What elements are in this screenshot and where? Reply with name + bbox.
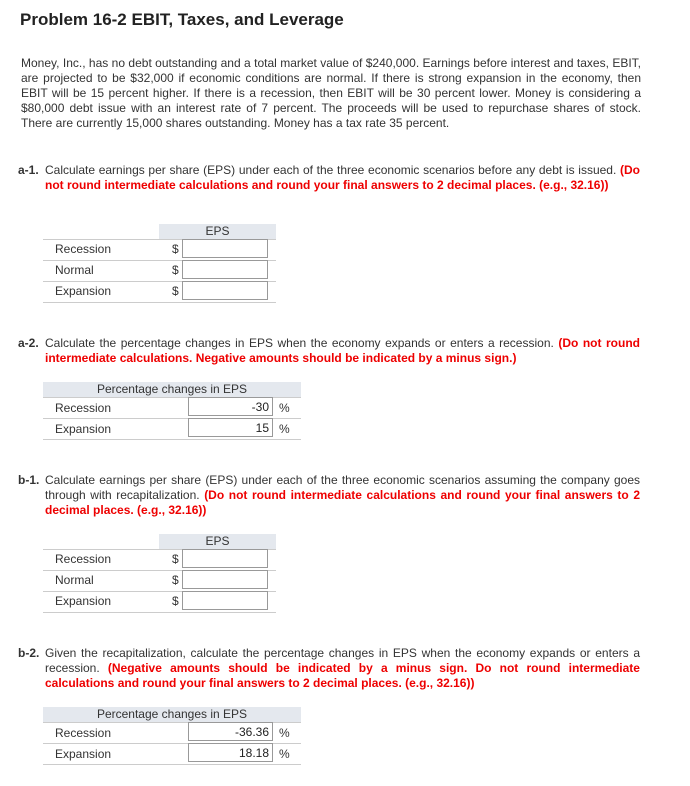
row-label-recession: Recession — [55, 552, 112, 566]
divider — [43, 764, 301, 765]
question-text: Calculate earnings per share (EPS) under each of the three economic scenarios assuming the company goes through with recapitalization. — [45, 473, 640, 502]
problem-statement: Money, Inc., has no debt outstanding and a total market value of $240,000. Earnings before interest and taxes, EBIT, are projected to be $32,000 if economic conditions are normal. If there is strong expansion in the economy, then EBIT will be 15 percent higher. If there is a recession, then EBIT will be 30 percent lower. Money is considering a $80,000 debt issue with an interest rate of 7 percent. The proceeds will be used to repurchase shares of stock. There are currently 15,000 shares outstanding. Money has a tax rate 35 percent. — [21, 56, 641, 130]
question-instructions: (Do not round intermediate calculations and round your final answers to 2 decimal places. (e.g., 32.16)) — [45, 163, 640, 192]
question-text: Calculate earnings per share (EPS) under each of the three economic scenarios before any debt is issued. — [45, 163, 617, 177]
question-b2 — [18, 646, 640, 691]
eps-recap-normal-input[interactable] — [182, 570, 268, 589]
eps-normal-input[interactable] — [182, 260, 268, 279]
pct-change-header: Percentage changes in EPS — [43, 707, 301, 722]
row-label-expansion: Expansion — [55, 422, 112, 436]
currency-symbol: $ — [172, 594, 179, 608]
eps-recap-expansion-input[interactable] — [182, 591, 268, 610]
eps-expansion-input[interactable] — [182, 281, 268, 300]
currency-symbol: $ — [172, 284, 179, 298]
question-b1 — [18, 473, 640, 518]
row-label-normal: Normal — [55, 573, 94, 587]
row-label-expansion: Expansion — [55, 594, 112, 608]
pct-recession-input[interactable] — [188, 397, 273, 416]
row-label-recession: Recession — [55, 242, 112, 256]
currency-symbol: $ — [172, 552, 179, 566]
pct-expansion-input[interactable] — [188, 418, 273, 437]
question-instructions: (Negative amounts should be indicated by a minus sign. Do not round intermediate calculations and round your final answers to 2 decimal places. (e.g., 32.16)) — [45, 661, 640, 690]
currency-symbol: $ — [172, 263, 179, 277]
page-title: Problem 16-2 EBIT, Taxes, and Leverage — [20, 10, 344, 29]
question-text: Given the recapitalization, calculate the percentage changes in EPS when the economy expands or enters a recession. — [45, 646, 640, 675]
eps-header: EPS — [159, 534, 276, 549]
question-number: a-2. — [18, 336, 39, 350]
question-number: b-1. — [18, 473, 40, 487]
percent-sign: % — [279, 401, 290, 415]
question-text: Calculate the percentage changes in EPS when the economy expands or enters a recession. — [45, 336, 554, 350]
divider — [43, 439, 301, 440]
divider — [43, 612, 276, 613]
currency-symbol: $ — [172, 242, 179, 256]
percent-sign: % — [279, 747, 290, 761]
pct-change-header: Percentage changes in EPS — [43, 382, 301, 397]
row-label-recession: Recession — [55, 401, 112, 415]
eps-recap-recession-input[interactable] — [182, 549, 268, 568]
question-a2 — [18, 336, 640, 366]
pct-recap-expansion-input[interactable] — [188, 743, 273, 762]
row-label-expansion: Expansion — [55, 284, 112, 298]
question-instructions: (Do not round intermediate calculations. Negative amounts should be indicated by a minus sign.) — [45, 336, 641, 365]
eps-recession-input[interactable] — [182, 239, 268, 258]
percent-sign: % — [279, 422, 290, 436]
question-number: b-2. — [18, 646, 40, 660]
row-label-expansion: Expansion — [55, 747, 112, 761]
currency-symbol: $ — [172, 573, 179, 587]
row-label-normal: Normal — [55, 263, 94, 277]
divider — [43, 302, 276, 303]
question-instructions: (Do not round intermediate calculations and round your final answers to 2 decimal places. (e.g., 32.16)) — [45, 488, 640, 517]
question-number: a-1. — [18, 163, 39, 177]
percent-sign: % — [279, 726, 290, 740]
pct-recap-recession-input[interactable] — [188, 722, 273, 741]
question-a1 — [18, 163, 640, 193]
row-label-recession: Recession — [55, 726, 112, 740]
eps-header: EPS — [159, 224, 276, 239]
